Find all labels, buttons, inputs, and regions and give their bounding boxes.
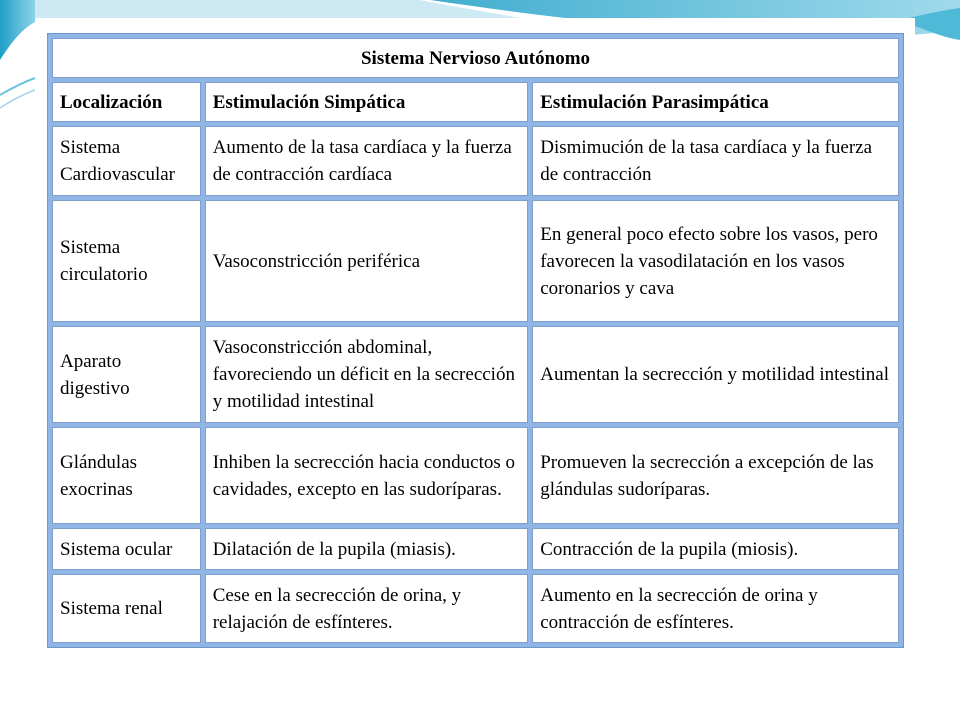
cell-localizacion: Sistema Cardiovascular [52,126,201,196]
top-left-swoosh [0,0,35,60]
cell-simpatica: Aumento de la tasa cardíaca y la fuerza de contracción cardíaca [205,126,529,196]
header-localizacion: Localización [52,82,201,122]
cell-localizacion: Sistema renal [52,574,201,643]
autonomic-nervous-system-table [47,33,904,648]
cell-parasimpatica: Contracción de la pupila (miosis). [532,528,899,570]
cell-localizacion: Glándulas exocrinas [52,427,201,524]
table-title-row [52,38,899,78]
table-row [52,200,899,322]
table-row [52,528,899,570]
cell-simpatica: Vasoconstricción periférica [205,200,529,322]
left-line [0,78,35,95]
header-simpatica: Estimulación Simpática [205,82,529,122]
cell-parasimpatica: Aumentan la secrección y motilidad intestinal [532,326,899,423]
cell-parasimpatica: Aumento en la secrección de orina y contracción de esfínteres. [532,574,899,643]
table-row [52,574,899,643]
cell-simpatica: Inhiben la secrección hacia conductos o cavidades, excepto en las sudoríparas. [205,427,529,524]
left-line-2 [0,90,35,108]
table-row [52,427,899,524]
cell-simpatica: Cese en la secrección de orina, y relajación de esfínteres. [205,574,529,643]
cell-parasimpatica: Dismimución de la tasa cardíaca y la fuerza de contracción [532,126,899,196]
cell-simpatica: Vasoconstricción abdominal, favoreciendo un déficit en la secrección y motilidad intestinal [205,326,529,423]
table-row [52,326,899,423]
table-row [52,126,899,196]
table-title: Sistema Nervioso Autónomo [52,38,899,78]
cell-parasimpatica: Promueven la secrección a excepción de las glándulas sudoríparas. [532,427,899,524]
table-header-row [52,82,899,122]
header-parasimpatica: Estimulación Parasimpática [532,82,899,122]
cell-localizacion: Aparato digestivo [52,326,201,423]
cell-simpatica: Dilatación de la pupila (miasis). [205,528,529,570]
top-band [35,0,520,18]
cell-localizacion: Sistema circulatorio [52,200,201,322]
cell-localizacion: Sistema ocular [52,528,201,570]
cell-parasimpatica: En general poco efecto sobre los vasos, pero favorecen la vasodilatación en los vasos coronarios y cava [532,200,899,322]
